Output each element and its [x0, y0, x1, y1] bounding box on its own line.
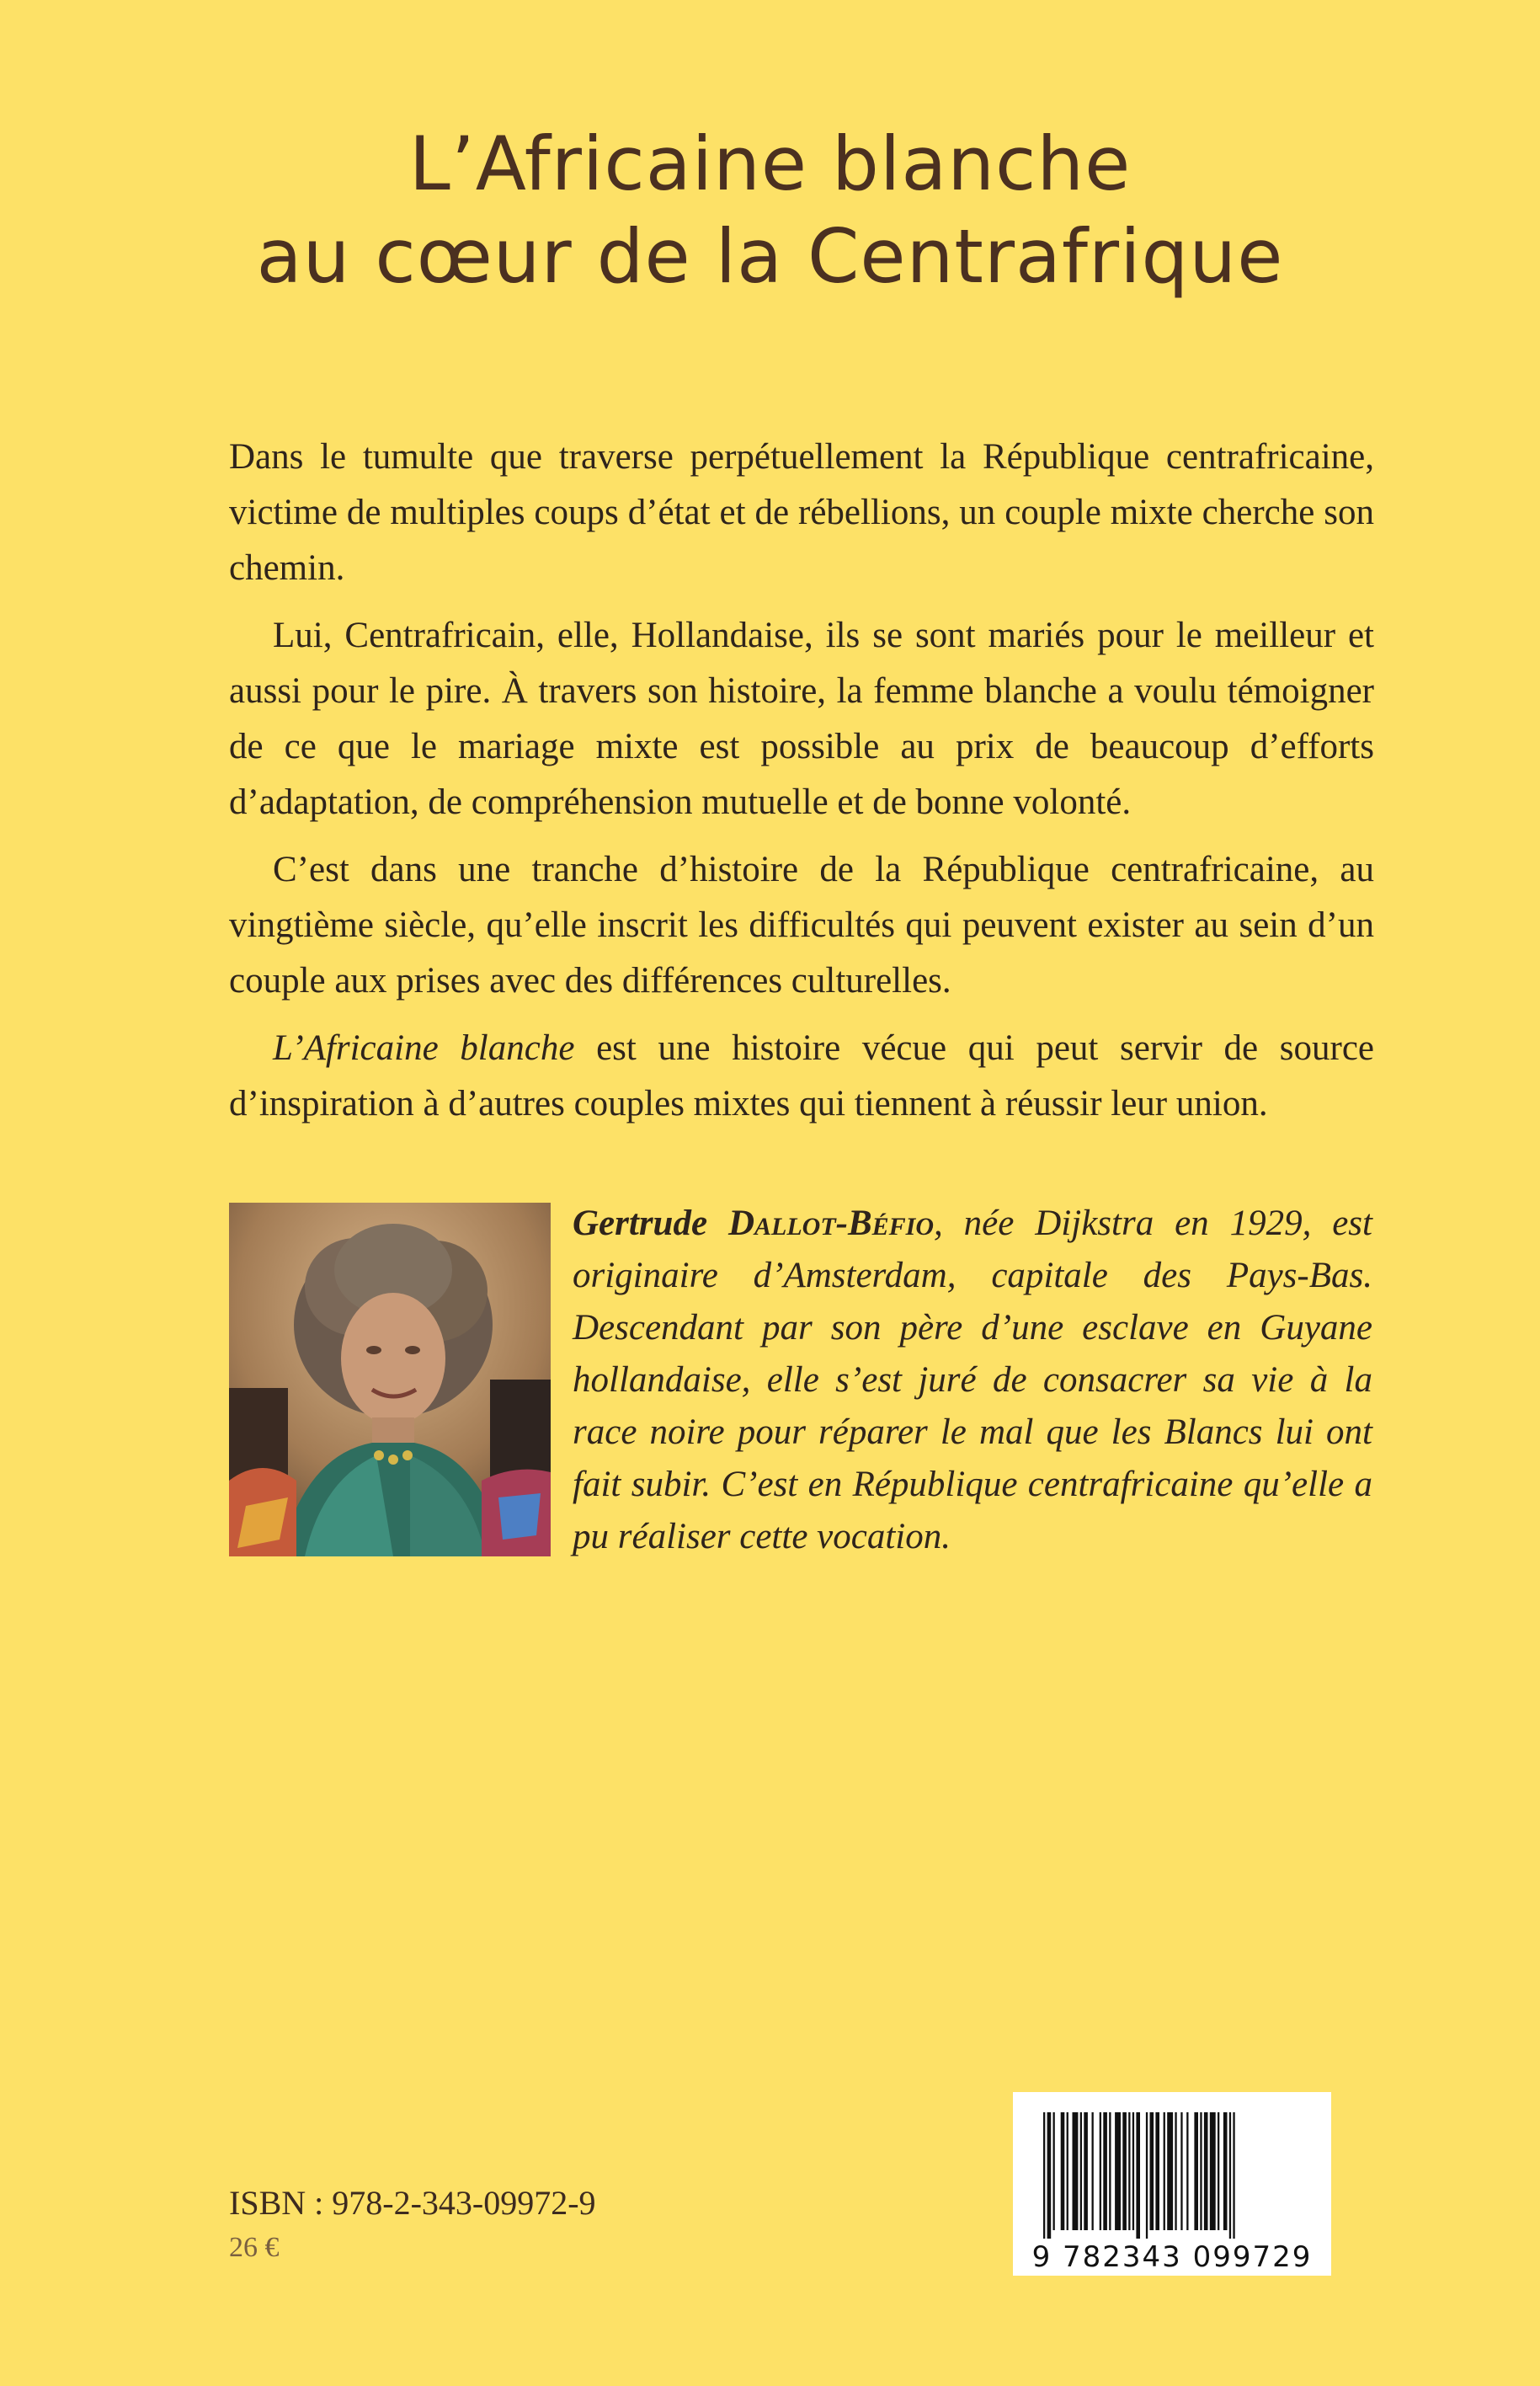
barcode-bar: [1229, 2112, 1231, 2239]
barcode-bar: [1136, 2112, 1140, 2239]
summary-paragraph-4: [229, 1021, 1374, 1132]
barcode-bar: [1200, 2112, 1202, 2230]
barcode-bar: [1186, 2112, 1188, 2230]
barcode-bar: [1092, 2112, 1094, 2230]
barcode-bar: [1061, 2112, 1065, 2230]
barcode-bar: [1150, 2112, 1154, 2230]
barcode-digits: 9 782343 099729: [1031, 2240, 1313, 2274]
barcode-bar: [1132, 2112, 1134, 2230]
barcode-bar: [1080, 2112, 1082, 2230]
barcode-bar: [1180, 2112, 1182, 2230]
barcode-bar: [1084, 2112, 1088, 2230]
barcode-bar: [1053, 2112, 1055, 2230]
barcode-bars: [1013, 2092, 1331, 2244]
barcode: [1013, 2092, 1331, 2276]
barcode-bar: [1218, 2112, 1219, 2230]
summary-paragraph-1: Dans le tumulte que traverse perpétuellement la République centrafricaine, victime de multiples coups d’état et de rébellions, un couple mixte cherche son chemin.: [229, 437, 1374, 588]
barcode-bar: [1100, 2112, 1101, 2230]
barcode-bar: [1047, 2112, 1052, 2239]
barcode-bar: [1194, 2112, 1198, 2230]
author-first-name: Gertrude: [573, 1204, 728, 1243]
summary-text: [229, 430, 1374, 1144]
author-photo: [229, 1203, 551, 1556]
barcode-bar: [1210, 2112, 1216, 2230]
summary-paragraph-3: C’est dans une tranche d’histoire de la République centrafricaine, au vingtième siècle, qu’elle inscrit les difficultés qui peuvent exister au sein d’un couple aux prises avec des différences culturelles.: [229, 850, 1374, 1001]
author-bio-text: , née Dijkstra en 1929, est originaire d’Amsterdam, capitale des Pays-Bas. Descendant par son père d’une esclave en Guyane hollandaise, elle s’est juré de consacrer sa vie à la race noire pour réparer le mal que les Blancs lui ont fait subir. C’est en République centrafricaine qu’elle a pu réaliser cette vocation.: [573, 1204, 1372, 1556]
barcode-bar: [1223, 2112, 1228, 2230]
barcode-bar: [1233, 2112, 1234, 2239]
isbn: ISBN : 978-2-343-09972-9: [229, 2184, 596, 2222]
barcode-bar: [1146, 2112, 1148, 2239]
barcode-bar: [1073, 2112, 1079, 2230]
title-line-1: L’Africaine blanche: [408, 120, 1132, 207]
book-title: [0, 118, 1540, 303]
author-last-name: Dallot-Béfio: [727, 1204, 935, 1243]
barcode-bar: [1115, 2112, 1121, 2230]
barcode-bar: [1103, 2112, 1107, 2230]
barcode-bar: [1164, 2112, 1165, 2230]
barcode-bar: [1128, 2112, 1130, 2230]
summary-paragraph-4-text: est une histoire vécue qui peut servir de source d’inspiration à d’autres couples mixtes qui tiennent à réussir leur union.: [229, 1028, 1374, 1124]
book-title-reference: L’Africaine blanche: [273, 1028, 575, 1068]
barcode-bar: [1109, 2112, 1111, 2230]
price: 26 €: [229, 2232, 280, 2263]
barcode-bar: [1167, 2112, 1173, 2230]
title-line-2: au cœur de la Centrafrique: [256, 213, 1284, 300]
barcode-bar: [1122, 2112, 1127, 2230]
barcode-bar: [1043, 2112, 1045, 2239]
summary-paragraph-2: Lui, Centrafricain, elle, Hollandaise, ils se sont mariés pour le meilleur et aussi pour le pire. À travers son histoire, la femme blanche a voulu témoigner de ce que le mariage mixte est possible au prix de beaucoup d’efforts d’adaptation, de compréhension mutuelle et de bonne volonté.: [229, 616, 1374, 822]
barcode-bar: [1155, 2112, 1159, 2230]
barcode-bar: [1204, 2112, 1208, 2230]
barcode-bar: [1175, 2112, 1176, 2230]
barcode-bar: [1067, 2112, 1068, 2230]
author-bio: [573, 1198, 1372, 1563]
